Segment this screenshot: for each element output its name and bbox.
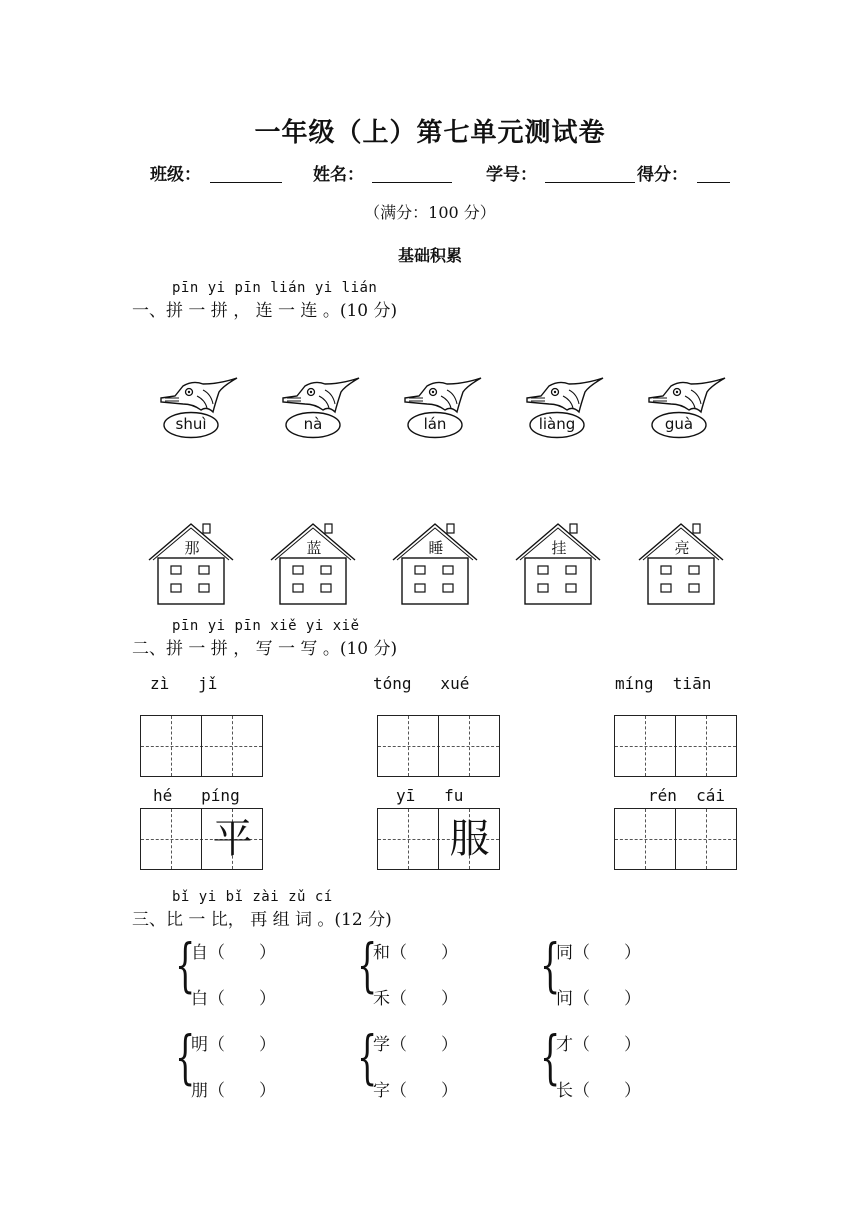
brace-icon: { <box>357 1023 378 1091</box>
grid-pinyin: míng tiān <box>615 674 712 693</box>
writing-grid[interactable] <box>614 808 737 870</box>
writing-grid[interactable] <box>377 715 500 777</box>
q1-title: 一、拼 一 拼 ， 连 一 连 。(10 分) <box>132 301 398 321</box>
brace-icon: { <box>175 931 196 999</box>
brace-icon: { <box>357 931 378 999</box>
compare-item[interactable]: 禾（ ） <box>373 989 458 1009</box>
score-label: 得分： <box>637 165 688 185</box>
compare-item[interactable]: 字（ ） <box>373 1081 458 1101</box>
writing-grid[interactable] <box>140 715 263 777</box>
name-label: 姓名： <box>313 165 364 185</box>
number-label: 学号： <box>486 165 537 185</box>
name-blank[interactable] <box>372 182 452 183</box>
grid-character <box>378 809 439 869</box>
grid-character: 服 <box>449 816 490 862</box>
house-character: 亮 <box>674 539 690 557</box>
class-label: 班级： <box>150 165 201 185</box>
house-character: 那 <box>184 539 200 557</box>
bird-pinyin: liàng <box>538 415 576 433</box>
house-character: 挂 <box>551 539 567 557</box>
bird-card[interactable] <box>523 376 613 446</box>
grid-character: 平 <box>212 816 253 862</box>
q2-pinyin: pīn yi pīn xiě yi xiě <box>172 618 360 634</box>
house-card[interactable] <box>637 518 727 606</box>
grid-character <box>676 716 737 776</box>
bird-pinyin: shuì <box>175 415 207 433</box>
compare-item[interactable]: 明（ ） <box>191 1035 276 1055</box>
brace-icon: { <box>175 1023 196 1091</box>
compare-item[interactable]: 自（ ） <box>191 943 276 963</box>
compare-item[interactable]: 问（ ） <box>556 989 641 1009</box>
bird-card[interactable] <box>401 376 491 446</box>
grid-pinyin: rén cái <box>648 786 726 805</box>
house-character: 蓝 <box>306 539 322 557</box>
compare-item[interactable]: 朋（ ） <box>191 1081 276 1101</box>
q3-pinyin: bǐ yi bǐ zài zǔ cí <box>172 889 333 905</box>
grid-character <box>676 809 737 869</box>
grid-character <box>202 716 263 776</box>
brace-icon: { <box>540 1023 561 1091</box>
compare-item[interactable]: 学（ ） <box>373 1035 458 1055</box>
compare-item[interactable]: 同（ ） <box>556 943 641 963</box>
grid-character <box>378 716 439 776</box>
bird-card[interactable] <box>279 376 369 446</box>
grid-character <box>141 809 202 869</box>
house-card[interactable] <box>147 518 237 606</box>
section-heading: 基础积累 <box>397 246 462 265</box>
bird-pinyin: guà <box>664 415 694 433</box>
writing-grid[interactable] <box>614 715 737 777</box>
number-blank[interactable] <box>545 182 635 183</box>
bird-pinyin: nà <box>303 415 323 433</box>
grid-pinyin: zì jǐ <box>150 674 218 693</box>
q3-title: 三、比 一 比， 再 组 词 。(12 分) <box>132 910 392 930</box>
bird-card[interactable] <box>157 376 247 446</box>
grid-pinyin: tóng xué <box>373 674 470 693</box>
compare-item[interactable]: 和（ ） <box>373 943 458 963</box>
grid-pinyin: yī fu <box>396 786 464 805</box>
bird-card[interactable] <box>645 376 735 446</box>
bird-pinyin: lán <box>423 415 447 433</box>
compare-item[interactable]: 白（ ） <box>191 989 276 1009</box>
page-title: 一年级（上）第七单元测试卷 <box>254 118 606 148</box>
writing-grid[interactable] <box>377 808 500 870</box>
house-card[interactable] <box>269 518 359 606</box>
grid-character <box>615 716 676 776</box>
writing-grid[interactable] <box>140 808 263 870</box>
grid-character <box>141 716 202 776</box>
house-card[interactable] <box>391 518 481 606</box>
house-character: 睡 <box>428 539 444 557</box>
compare-item[interactable]: 才（ ） <box>556 1035 641 1055</box>
grid-character <box>615 809 676 869</box>
grid-character <box>439 716 500 776</box>
house-card[interactable] <box>514 518 604 606</box>
full-marks-note: （满分：100 分） <box>364 203 496 222</box>
compare-item[interactable]: 长（ ） <box>556 1081 641 1101</box>
brace-icon: { <box>540 931 561 999</box>
q2-title: 二、拼 一 拼 ， 写 一 写 。(10 分) <box>132 639 398 659</box>
class-blank[interactable] <box>210 182 282 183</box>
q1-pinyin: pīn yi pīn lián yi lián <box>172 280 378 296</box>
grid-pinyin: hé píng <box>153 786 240 805</box>
score-blank[interactable] <box>697 182 730 183</box>
